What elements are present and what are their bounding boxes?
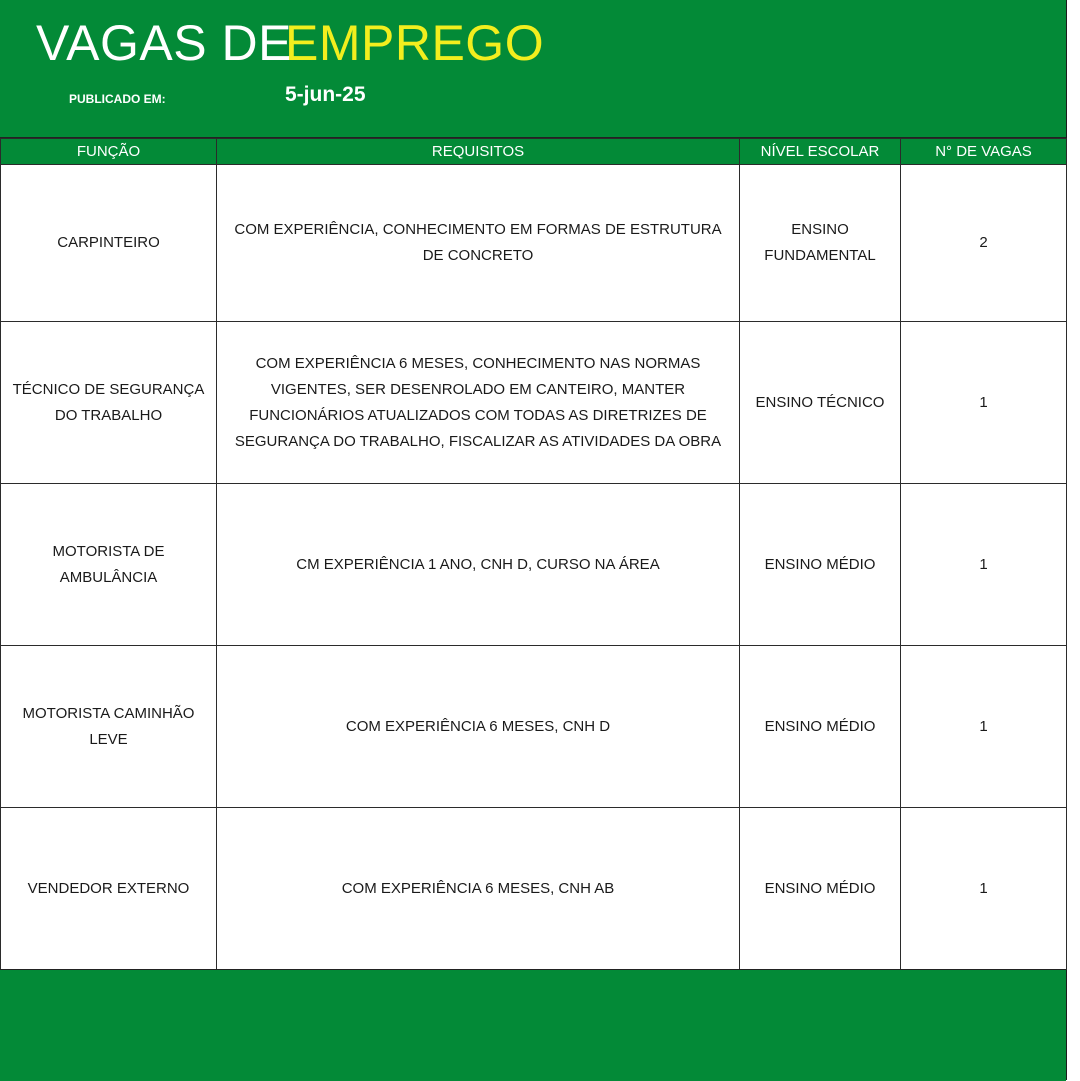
title-emprego: EMPREGO xyxy=(285,15,545,71)
published-date: 5-jun-25 xyxy=(285,83,366,106)
cell-openings: 1 xyxy=(901,484,1067,646)
table-row xyxy=(1,165,1067,322)
cell-education: ENSINO FUNDAMENTAL xyxy=(740,165,901,322)
cell-education: ENSINO TÉCNICO xyxy=(740,322,901,484)
table-row xyxy=(1,484,1067,646)
cell-requirements: CM EXPERIÊNCIA 1 ANO, CNH D, CURSO NA ÁREA xyxy=(217,484,740,646)
cell-requirements: COM EXPERIÊNCIA 6 MESES, CNH AB xyxy=(217,808,740,970)
cell-role: TÉCNICO DE SEGURANÇA DO TRABALHO xyxy=(1,322,217,484)
cell-education: ENSINO MÉDIO xyxy=(740,484,901,646)
cell-requirements: COM EXPERIÊNCIA 6 MESES, CONHECIMENTO NAS NORMAS VIGENTES, SER DESENROLADO EM CANTEIRO, MANTER FUNCIONÁRIOS ATUALIZADOS COM TODAS AS DIRETRIZES DE SEGURANÇA DO TRABALHO, FISCALIZAR AS ATIVIDADES DA OBRA xyxy=(217,322,740,484)
cell-role: MOTORISTA CAMINHÃO LEVE xyxy=(1,646,217,808)
table-row xyxy=(1,808,1067,970)
cell-openings: 1 xyxy=(901,808,1067,970)
cell-education: ENSINO MÉDIO xyxy=(740,646,901,808)
cell-role: VENDEDOR EXTERNO xyxy=(1,808,217,970)
jobs-table xyxy=(0,138,1067,970)
cell-role: MOTORISTA DE AMBULÂNCIA xyxy=(1,484,217,646)
cell-requirements: COM EXPERIÊNCIA 6 MESES, CNH D xyxy=(217,646,740,808)
title-vagas-de: VAGAS DE xyxy=(36,15,292,71)
footer-banner xyxy=(0,969,1066,1081)
cell-requirements: COM EXPERIÊNCIA, CONHECIMENTO EM FORMAS DE ESTRUTURA DE CONCRETO xyxy=(217,165,740,322)
cell-role: CARPINTEIRO xyxy=(1,165,217,322)
column-header-role: FUNÇÃO xyxy=(1,139,217,165)
header-banner xyxy=(0,0,1066,138)
cell-openings: 1 xyxy=(901,322,1067,484)
table-header-row xyxy=(1,139,1067,165)
cell-openings: 2 xyxy=(901,165,1067,322)
table-row xyxy=(1,646,1067,808)
published-label: PUBLICADO EM: xyxy=(69,92,166,106)
cell-openings: 1 xyxy=(901,646,1067,808)
column-header-openings: N° DE VAGAS xyxy=(901,139,1067,165)
table-row xyxy=(1,322,1067,484)
column-header-requirements: REQUISITOS xyxy=(217,139,740,165)
cell-education: ENSINO MÉDIO xyxy=(740,808,901,970)
column-header-education: NÍVEL ESCOLAR xyxy=(740,139,901,165)
